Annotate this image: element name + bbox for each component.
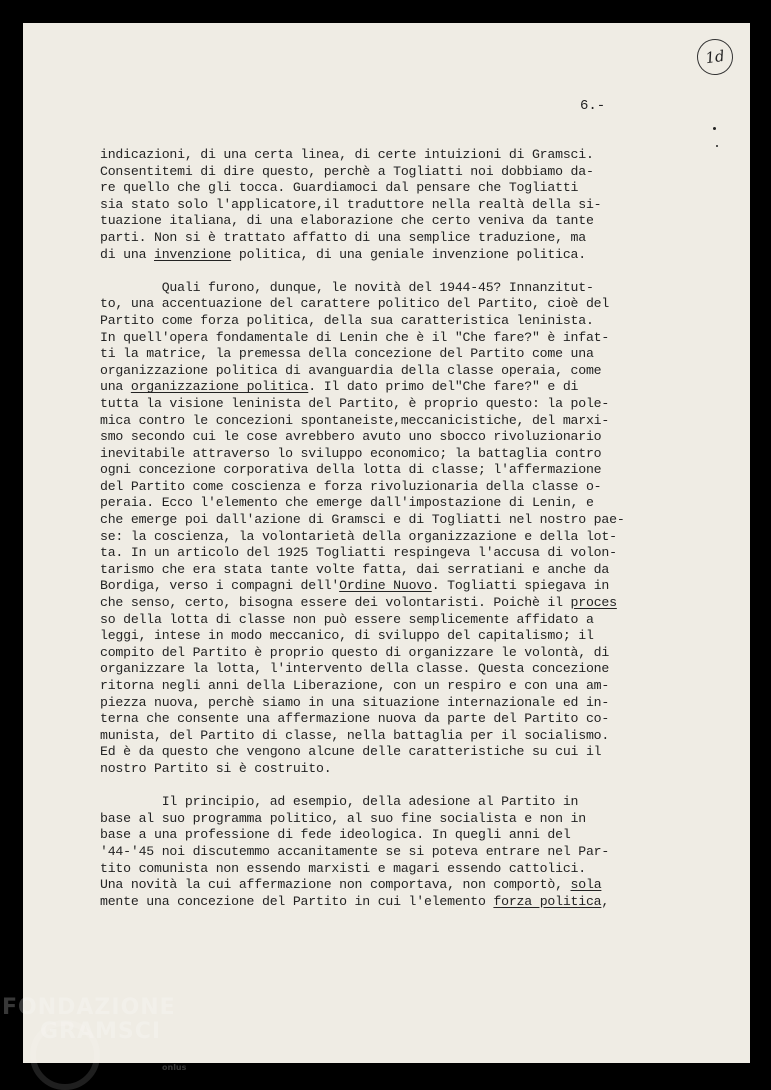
text-line: ti la matrice, la premessa della concezione del Partito come una (100, 346, 594, 362)
text-segment: . Togliatti spiegava in (431, 578, 610, 594)
text-line (100, 247, 680, 264)
text-line: Quali furono, dunque, le novità del 1944-45? Innanzitut- (100, 279, 594, 295)
ink-speck (716, 145, 718, 147)
text-line: Partito come forza politica, della sua caratteristica leninista. (100, 312, 594, 328)
text-segment: , (601, 893, 610, 909)
text-line: base al suo programma politico, al suo fine socialista e non in (100, 810, 586, 826)
text-line: se: la coscienza, la volontarietà della organizzazione e della lot- (100, 528, 617, 544)
text-line: Ed è da questo che vengono alcune delle caratteristiche su cui il (100, 744, 602, 760)
ink-speck (713, 127, 716, 130)
text-line: smo secondo cui le cose avrebbero avuto uno sbocco rivoluzionario (100, 429, 602, 445)
text-line (100, 877, 680, 894)
text-line: ta. In un articolo del 1925 Togliatti respingeva l'accusa di volon- (100, 545, 617, 561)
text-line: so della lotta di classe non può essere semplicemente affidato a (100, 611, 594, 627)
text-line: indicazioni, di una certa linea, di certe intuizioni di Gramsci. (100, 147, 594, 162)
text-line: mica contro le concezioni spontaneiste,meccanicistiche, del marxi- (100, 412, 610, 428)
underlined-text: proces (570, 595, 617, 611)
paragraph-gap (100, 778, 680, 795)
text-line (100, 379, 680, 396)
text-line: leggi, intese in modo meccanico, di sviluppo del capitalismo; il (100, 628, 594, 644)
text-line: munista, del Partito di classe, nella battaglia per il socialismo. (100, 727, 610, 743)
text-line (100, 595, 680, 612)
text-line: Il principio, ad esempio, della adesione al Partito in (100, 794, 579, 810)
text-line: ogni concezione corporativa della lotta di classe; l'affermazione (100, 462, 602, 478)
text-line: In quell'opera fondamentale di Lenin che è il "Che fare?" è infat- (100, 329, 610, 345)
text-line: inevitabile attraverso lo sviluppo economico; la battaglia contro (100, 445, 602, 461)
underlined-text: Ordine Nuovo (339, 578, 432, 594)
text-line: ritorna negli anni della Liberazione, con un respiro e con una am- (100, 678, 610, 693)
text-segment: . Il dato primo del"Che fare?" e di (308, 379, 579, 395)
text-segment: di una (100, 246, 154, 262)
underlined-text: organizzazione politica (130, 379, 309, 395)
text-segment: politica, di una geniale invenzione politica. (231, 246, 586, 262)
text-segment: una (100, 379, 131, 395)
text-line: Consentitemi di dire questo, perchè a Togliatti noi dobbiamo da- (100, 163, 594, 179)
text-line: tutta la visione leninista del Partito, è proprio questo: la pole- (100, 395, 610, 411)
watermark-line-2: GRAMSCI (40, 1019, 162, 1044)
text-line: '44-'45 noi discutemmo accanitamente se si poteva entrare nel Par- (100, 843, 610, 859)
watermark (2, 995, 202, 1072)
text-segment: Bordiga, verso i compagni dell' (100, 578, 340, 594)
text-line: tito comunista non essendo marxisti e magari essendo cattolici. (100, 860, 586, 876)
text-line: base a una professione di fede ideologica. In quegli anni del (100, 827, 571, 843)
text-line: re quello che gli tocca. Guardiamoci dal pensare che Togliatti (100, 180, 579, 196)
text-line (100, 894, 680, 911)
text-line: organizzazione politica di avanguardia della classe operaia, come (100, 362, 602, 378)
text-line: piezza nuova, perchè siamo in una situazione internazionale ed in- (100, 694, 610, 710)
text-line: che emerge poi dall'azione di Gramsci e di Togliatti nel nostro pae- (100, 512, 625, 528)
text-line: del Partito come coscienza e forza rivoluzionaria della classe o- (100, 478, 602, 494)
text-line: peraia. Ecco l'elemento che emerge dall'impostazione di Lenin, e (100, 495, 594, 511)
text-line: compito del Partito è proprio questo di organizzare le volontà, di (100, 644, 610, 660)
text-line: sia stato solo l'applicatore,il traduttore nella realtà della si- (100, 196, 602, 212)
text-line (100, 578, 680, 595)
text-segment: che senso, certo, bisogna essere dei volontaristi. Poichè il (100, 595, 571, 611)
paragraph-gap (100, 263, 680, 280)
typed-body-text (100, 147, 680, 910)
underlined-text: sola (570, 877, 602, 893)
text-line: organizzare la lotta, l'intervento della classe. Questa concezione (100, 661, 610, 677)
text-line: terna che consente una affermazione nuova da parte del Partito co- (100, 711, 610, 727)
watermark-site: onlus (162, 1063, 187, 1072)
watermark-line-1: FONDAZIONE (2, 995, 176, 1020)
archive-stamp: 1d (695, 37, 736, 78)
text-line: tuazione italiana, di una elaborazione che certo veniva da tante (100, 213, 594, 229)
underlined-text: forza politica (493, 893, 602, 909)
text-segment: Una novità la cui affermazione non comportava, non comportò, (100, 877, 571, 893)
underlined-text: invenzione (154, 246, 232, 262)
text-line: parti. Non si è trattato affatto di una semplice traduzione, ma (100, 229, 586, 245)
document-page (23, 23, 750, 1063)
text-segment: mente una concezione del Partito in cui l'elemento (100, 893, 494, 909)
text-line: nostro Partito si è costruito. (100, 760, 332, 776)
page-number: 6.- (580, 98, 606, 114)
text-line: tarismo che era stata tante volte fatta, dai serratiani e anche da (100, 561, 610, 577)
text-line: to, una accentuazione del carattere politico del Partito, cioè del (100, 296, 610, 312)
